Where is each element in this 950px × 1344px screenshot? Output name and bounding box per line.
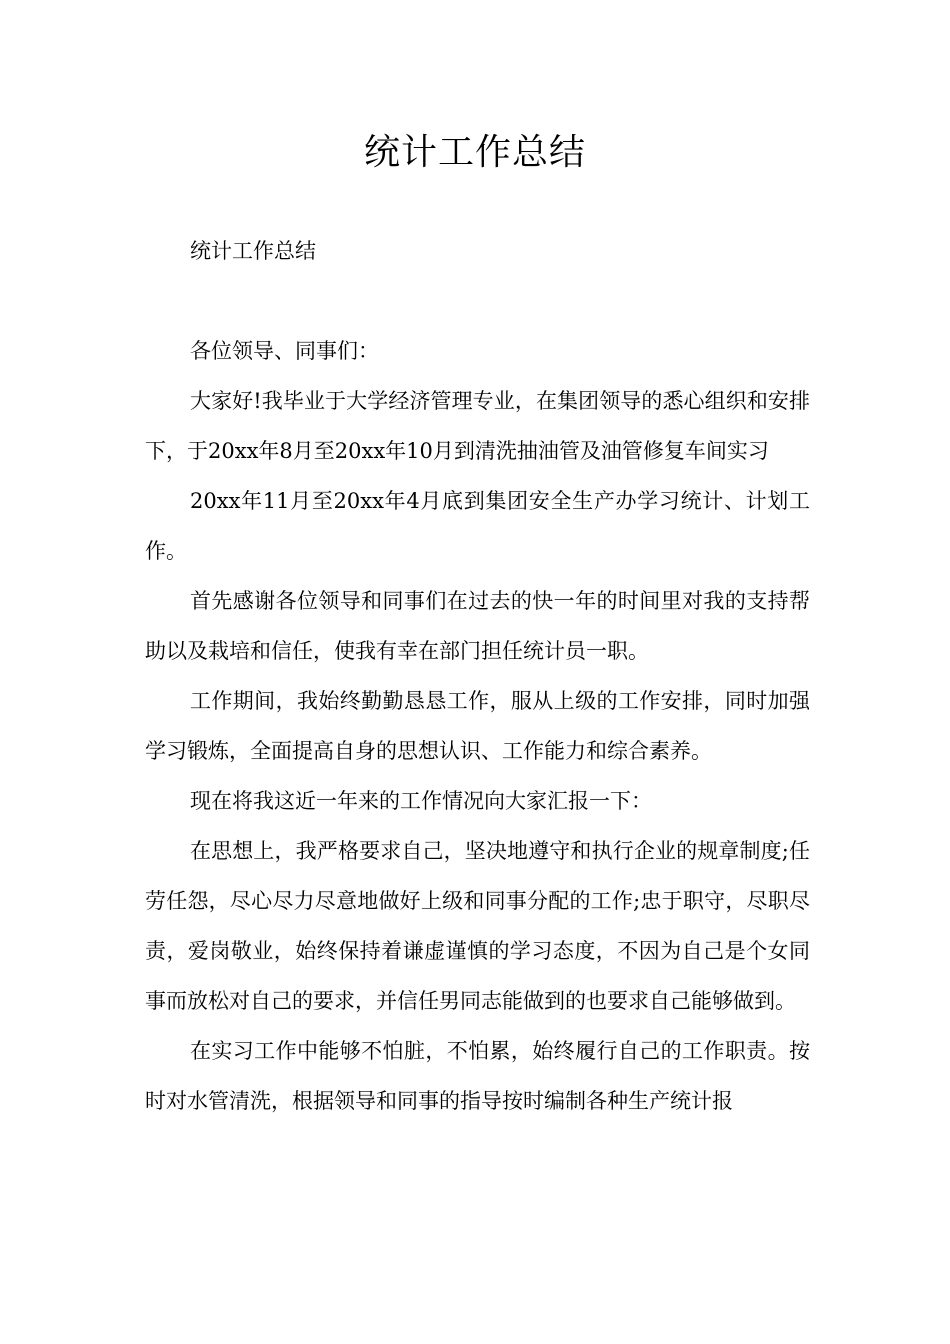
paragraph: 在实习工作中能够不怕脏，不怕累，始终履行自己的工作职责。按时对水管清洗，根据领导和同事的指导按时编制各种生产统计报 <box>145 1039 810 1113</box>
document-title: 统计工作总结 <box>363 132 586 173</box>
blank-line <box>145 276 810 326</box>
paragraph: 大家好!我毕业于大学经济管理专业，在集团领导的悉心组织和安排下，于20xx年8月至20xx年10月到清洗抽油管及油管修复车间实习 <box>145 389 810 463</box>
paragraph: 各位领导、同事们： <box>190 339 379 363</box>
paragraph: 现在将我这近一年来的工作情况向大家汇报一下： <box>190 789 652 813</box>
paragraph: 首先感谢各位领导和同事们在过去的快一年的时间里对我的支持帮助以及栽培和信任，使我有幸在部门担任统计员一职。 <box>145 589 810 663</box>
paragraph: 20xx年11月至20xx年4月底到集团安全生产办学习统计、计划工作。 <box>145 489 810 563</box>
document-body <box>145 226 810 1126</box>
paragraph: 工作期间，我始终勤勤恳恳工作，服从上级的工作安排，同时加强学习锻炼，全面提高自身的思想认识、工作能力和综合素养。 <box>145 689 810 763</box>
subtitle-paragraph: 统计工作总结 <box>190 239 316 263</box>
paragraph: 在思想上，我严格要求自己，坚决地遵守和执行企业的规章制度;任劳任怨，尽心尽力尽意地做好上级和同事分配的工作;忠于职守，尽职尽责，爱岗敬业，始终保持着谦虚谨慎的学习态度，不因为自己是个女同事而放松对自己的要求，并信任男同志能做到的也要求自己能够做到。 <box>145 839 810 1013</box>
